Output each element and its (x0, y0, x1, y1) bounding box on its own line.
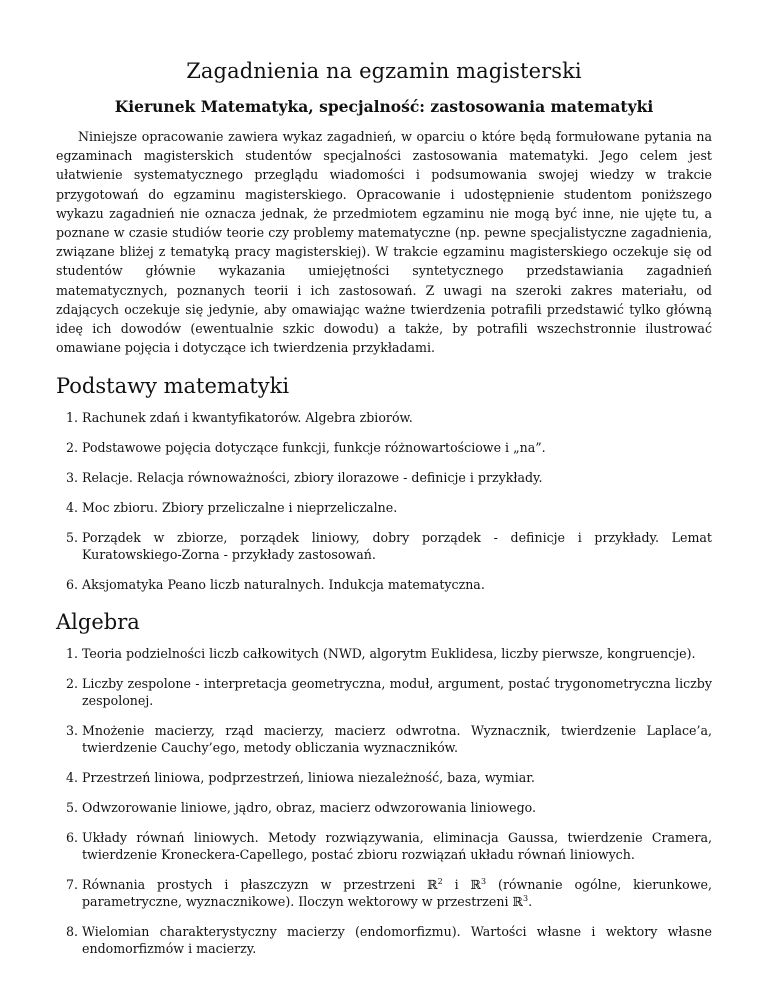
list-item (56, 675, 712, 709)
item-number: 1. (65, 410, 78, 426)
item-number: 7. (65, 877, 78, 893)
list-podstawy (56, 409, 712, 593)
list-item (56, 499, 712, 516)
item-number: 8. (65, 924, 78, 940)
list-item (56, 829, 712, 863)
item-number: 6. (65, 830, 78, 846)
list-item (56, 876, 712, 910)
item-number: 1. (65, 646, 78, 662)
item-text: Liczby zespolone - interpretacja geometryczna, moduł, argument, postać trygonometryczna liczby zespolonej. (82, 676, 712, 709)
item-number: 3. (65, 470, 78, 486)
list-algebra (56, 645, 712, 957)
document-page (56, 0, 712, 970)
page-subtitle: Kierunek Matematyka, specjalność: zastosowania matematyki (114, 97, 654, 116)
item-number: 5. (65, 800, 78, 816)
item-text: Układy równań liniowych. Metody rozwiązywania, eliminacja Gaussa, twierdzenie Cramera, twierdzenie Kroneckera-Capellego, postać zbioru rozwiązań układu równań liniowych. (82, 830, 712, 863)
item-text: Podstawowe pojęcia dotyczące funkcji, funkcje różnowartościowe i „na”. (82, 440, 546, 456)
item-number: 3. (65, 723, 78, 739)
item-text: Przestrzeń liniowa, podprzestrzeń, liniowa niezależność, baza, wymiar. (82, 770, 535, 786)
list-item (56, 409, 712, 426)
list-item (56, 439, 712, 456)
list-item (56, 722, 712, 756)
list-item (56, 576, 712, 593)
page-title: Zagadnienia na egzamin magisterski (186, 59, 582, 83)
section-heading-algebra: Algebra (56, 610, 140, 635)
list-item (56, 923, 712, 957)
item-text: Teoria podzielności liczb całkowitych (NWD, algorytm Euklidesa, liczby pierwsze, kongruencje). (82, 646, 696, 662)
item-text: Mnożenie macierzy, rząd macierzy, macierz odwrotna. Wyznacznik, twierdzenie Laplace’a, twierdzenie Cauchy’ego, metody obliczania wyznaczników. (82, 723, 712, 756)
item-text: Relacje. Relacja równoważności, zbiory ilorazowe - definicje i przykłady. (82, 470, 543, 486)
item-number: 2. (65, 676, 78, 692)
list-item (56, 769, 712, 786)
list-item (56, 645, 712, 662)
item-number: 4. (65, 770, 78, 786)
item-text: Równania prostych i płaszczyzn w przestrzeni ℝ$^2$ i ℝ$^3$ (równanie ogólne, kierunkowe, parametryczne, wyznacznikowe). Iloczyn wektorowy w przestrzeni ℝ$^3$. (82, 877, 712, 910)
item-text: Aksjomatyka Peano liczb naturalnych. Indukcja matematyczna. (82, 577, 485, 593)
item-number: 6. (65, 577, 78, 593)
item-text: Rachunek zdań i kwantyfikatorów. Algebra zbiorów. (82, 410, 413, 426)
item-number: 2. (65, 440, 78, 456)
section-heading-podstawy: Podstawy matematyki (56, 374, 290, 399)
list-item (56, 799, 712, 816)
intro-paragraph: Niniejsze opracowanie zawiera wykaz zagadnień, w oparciu o które będą formułowane pytania na egzaminach magisterskich studentów specjalności zastosowania matematyki. Jego celem jest ułatwienie systematycznego przeglądu wiadomości i podsumowania swojej wiedzy w trakcie przygotowań do egzaminu magisterskiego. Opracowanie i udostępnienie studentom poniższego wykazu zagadnień nie oznacza jednak, że przedmiotem egzaminu nie mogą być inne, nie ujęte tu, a poznane w czasie studiów teorie czy problemy matematyczne (np. pewne specjalistyczne zagadnienia, związane bliżej z tematyką pracy magisterskiej). W trakcie egzaminu magisterskiego oczekuje się od studentów głównie wykazania umiejętności syntetycznego przedstawiania zagadnień matematycznych, poznanych teorii i ich zastosowań. Z uwagi na szeroki zakres materiału, od zdających oczekuje się jedynie, aby omawiając ważne twierdzenia potrafili przedstawić tylko główną ideę ich dowodów (ewentualnie szkic dowodu) a także, by potrafili wszechstronnie ilustrować omawiane pojęcia i dotyczące ich twierdzenia przykładami. (56, 129, 712, 356)
item-text: Porządek w zbiorze, porządek liniowy, dobry porządek - definicje i przykłady. Lemat Kuratowskiego-Zorna - przykłady zastosowań. (82, 530, 712, 563)
list-item (56, 529, 712, 563)
item-text: Moc zbioru. Zbiory przeliczalne i nieprzeliczalne. (82, 500, 398, 516)
item-text: Odwzorowanie liniowe, jądro, obraz, macierz odwzorowania liniowego. (82, 800, 537, 816)
item-number: 4. (65, 500, 78, 516)
item-text: Wielomian charakterystyczny macierzy (endomorfizmu). Wartości własne i wektory własne endomorfizmów i macierzy. (82, 924, 712, 957)
list-item (56, 469, 712, 486)
item-number: 5. (65, 530, 78, 546)
